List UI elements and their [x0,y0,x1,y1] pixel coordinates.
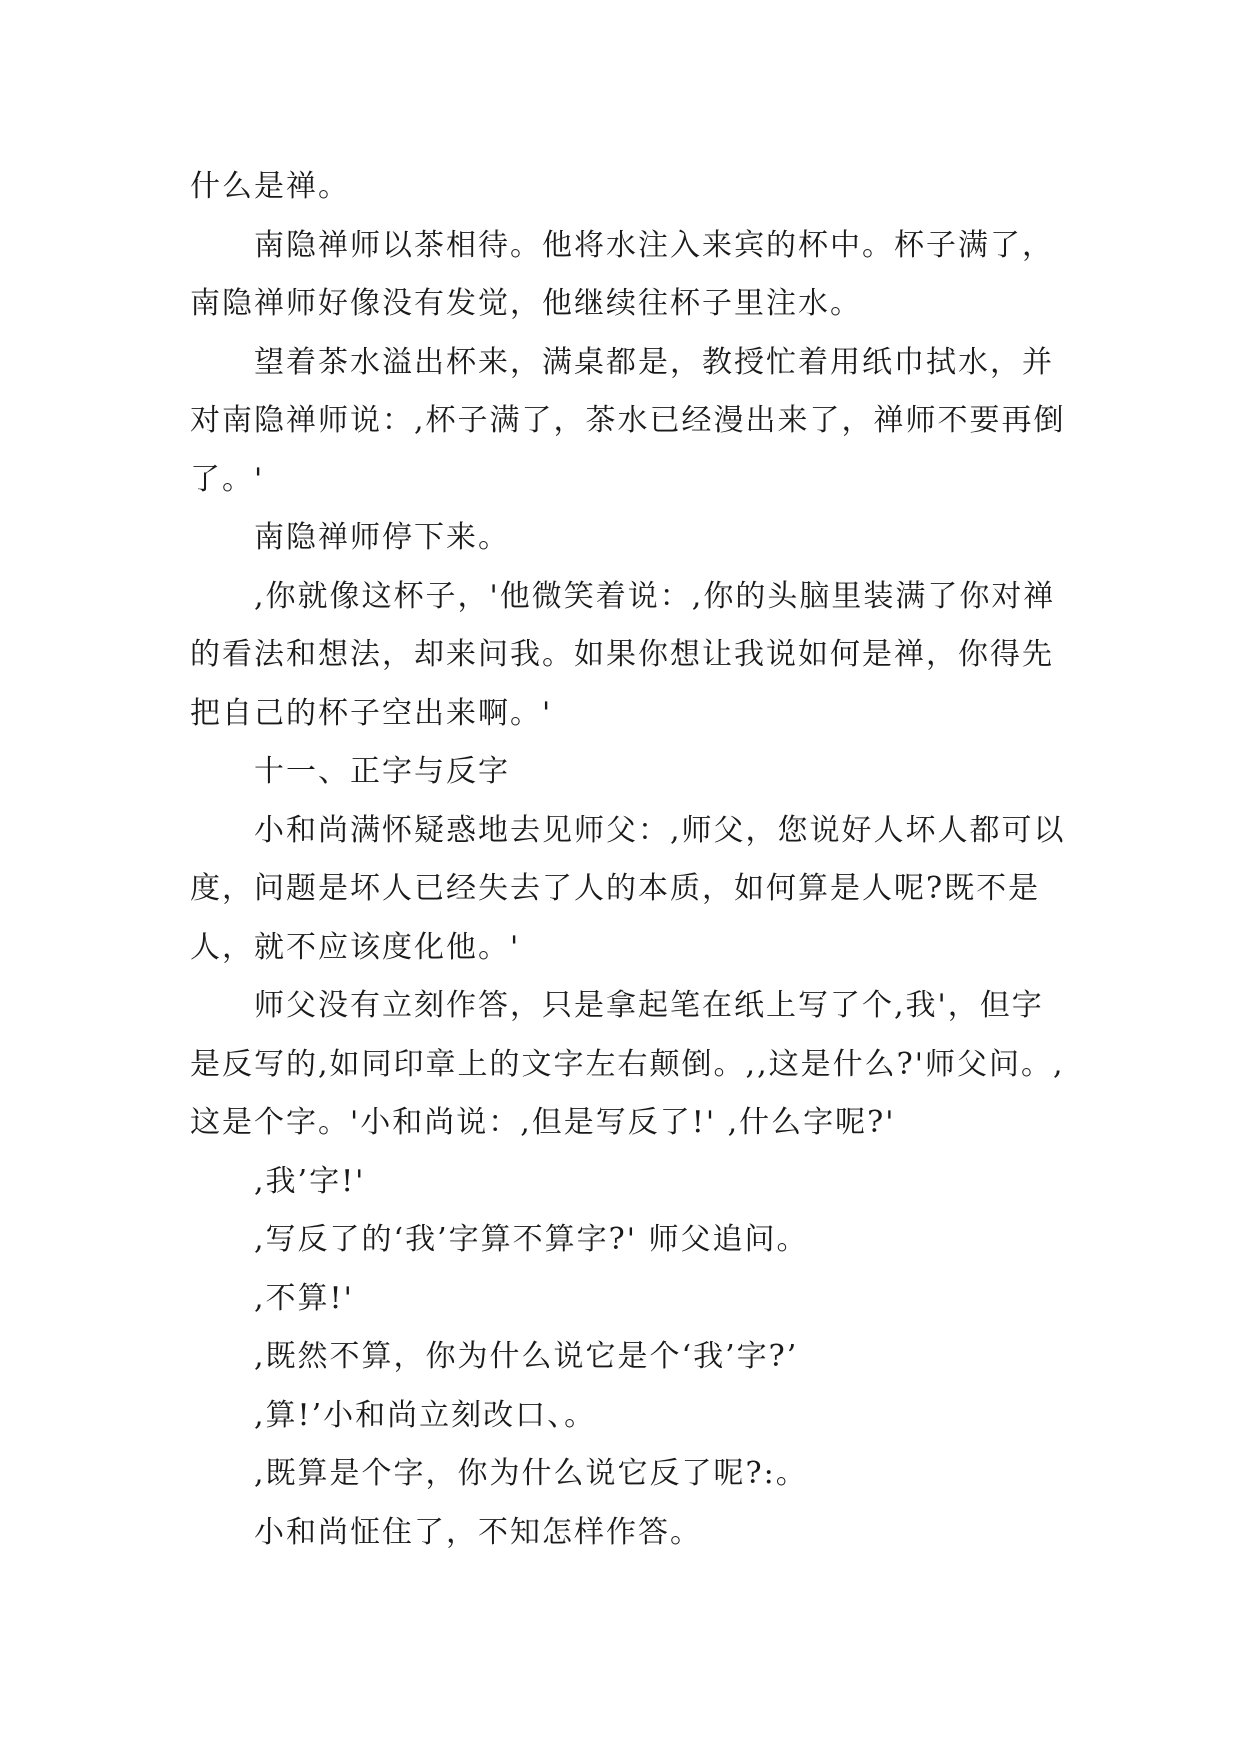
section-heading: 十一、正字与反字 [254,754,510,789]
dialogue-line: ,既然不算，你为什么说它是个‘我’字?’ [254,1339,799,1374]
paragraph: 什么是禅。 [190,169,350,204]
paragraph: 师父没有立刻作答，只是拿起笔在纸上写了个,我'，但字是反写的,如同印章上的文字左右颠倒。,,这是什么?'师父问。,这是个字。'小和尚说：,但是写反了!' ,什么字呢?' [190,988,1065,1140]
paragraph: ,你就像这杯子，'他微笑着说：,你的头脑里装满了你对禅的看法和想法，却来问我。如果你想让我说如何是禅，你得先把自己的杯子空出来啊。' [190,578,1056,731]
body-text [190,158,1070,1562]
dialogue-line: ,既算是个字，你为什么说它反了呢?:。 [254,1456,808,1491]
paragraph: 望着茶水溢出杯来，满桌都是，教授忙着用纸巾拭水，并对南隐禅师说：,杯子满了，茶水已经漫出来了，禅师不要再倒了。' [190,344,1066,497]
paragraph: 南隐禅师停下来。 [254,520,510,555]
dialogue-line: ,我’字!' [254,1163,366,1199]
paragraph: 小和尚满怀疑惑地去见师父：,师父，您说好人坏人都可以度，问题是坏人已经失去了人的本质，如何算是人呢?既不是人，就不应该度化他。' [190,812,1066,965]
dialogue-line: ,不算!' [254,1280,354,1316]
paragraph: 南隐禅师以茶相待。他将水注入来宾的杯中。杯子满了，南隐禅师好像没有发觉，他继续往杯子里注水。 [190,227,1054,321]
dialogue-line: ,写反了的‘我’字算不算字?' 师父追问。 [254,1222,809,1257]
paragraph: 小和尚怔住了，不知怎样作答。 [254,1514,702,1550]
dialogue-line: ,算!’小和尚立刻改口、。 [254,1397,597,1433]
